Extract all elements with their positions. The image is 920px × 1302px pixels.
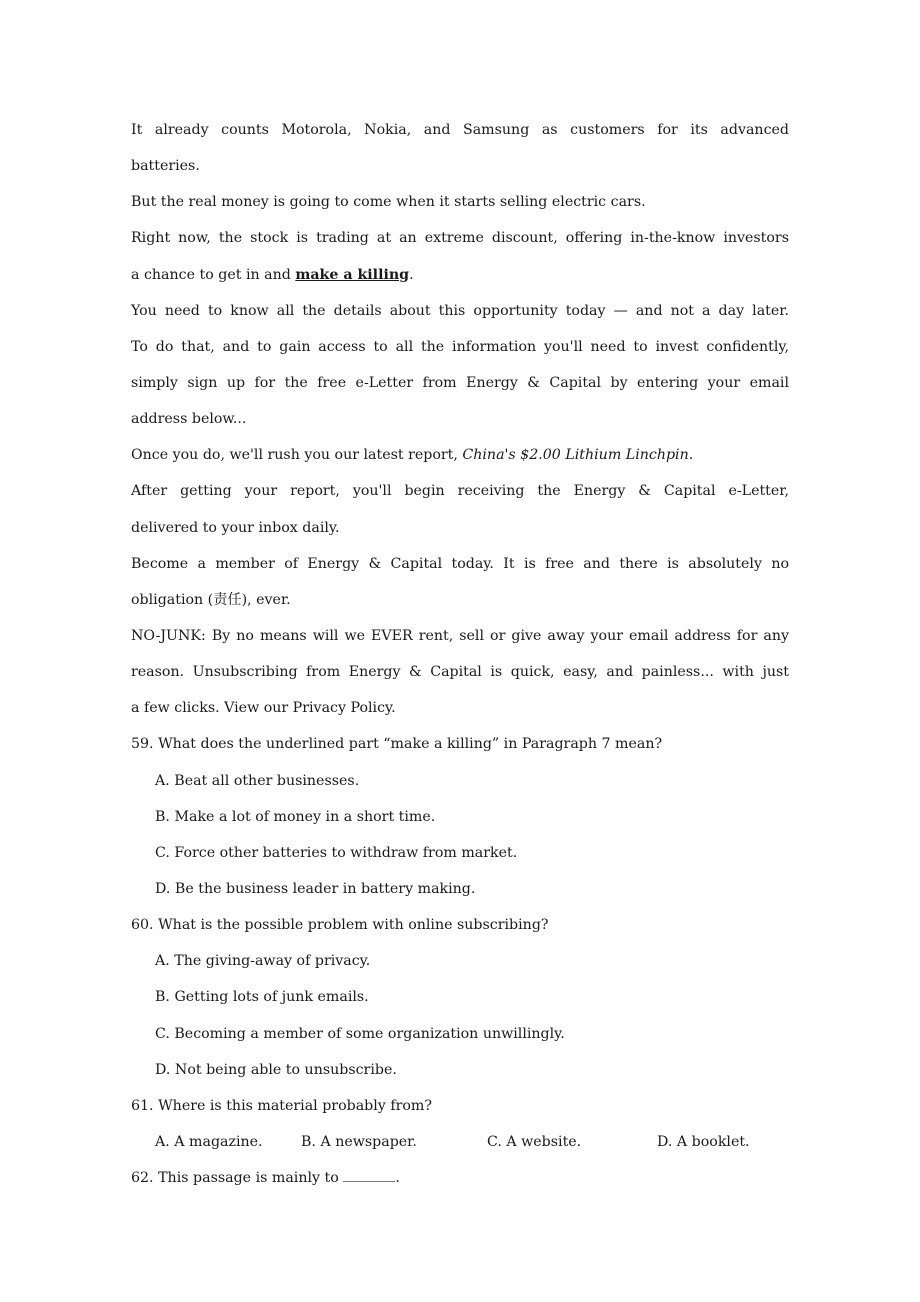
- options-61-row: [131, 1130, 789, 1166]
- option-text: Not being able to unsubscribe.: [174, 1061, 397, 1078]
- passage-line: But the real money is going to come when it starts selling electric cars.: [131, 194, 646, 211]
- option-60-b: [131, 985, 789, 1021]
- question-number: 59.: [131, 736, 154, 753]
- option-text: The giving-away of privacy.: [174, 953, 371, 970]
- option-59-d: [131, 877, 789, 913]
- option-letter: B.: [301, 1133, 316, 1150]
- passage-line: Right now, the stock is trading at an extreme discount, offering in-the-know investors: [131, 230, 789, 247]
- passage-line: NO-JUNK: By no means will we EVER rent, sell or give away your email address for any: [131, 627, 789, 644]
- question-59: [131, 732, 789, 768]
- question-stem: This passage is mainly to: [158, 1170, 339, 1187]
- question-number: 62.: [131, 1170, 154, 1187]
- option-text: Be the business leader in battery making.: [174, 880, 476, 897]
- report-title: China's $2.00 Lithium Linchpin: [462, 447, 689, 464]
- option-60-d: [131, 1058, 789, 1094]
- option-text: Getting lots of junk emails.: [174, 989, 369, 1006]
- document-page: [131, 118, 789, 1202]
- option-letter: B.: [155, 808, 170, 825]
- passage-line: You need to know all the details about this opportunity today — and not a day later.: [131, 302, 789, 319]
- option-letter: D.: [657, 1133, 673, 1150]
- option-text: A magazine.: [174, 1133, 263, 1150]
- passage-line: simply sign up for the free e-Letter from Energy & Capital by entering your email: [131, 374, 789, 391]
- punctuation: .: [409, 266, 414, 283]
- option-60-a: [131, 949, 789, 985]
- passage-text: Once you do, we'll rush you our latest report,: [131, 447, 463, 464]
- option-letter: A.: [155, 953, 170, 970]
- passage-line: Become a member of Energy & Capital today. It is free and there is absolutely no: [131, 555, 789, 572]
- option-letter: D.: [155, 1061, 171, 1078]
- option-text: Becoming a member of some organization unwillingly.: [174, 1025, 565, 1042]
- option-letter: A.: [155, 772, 170, 789]
- option-text: Beat all other businesses.: [174, 772, 360, 789]
- passage-line: obligation (责任), ever.: [131, 591, 291, 608]
- question-number: 61.: [131, 1097, 154, 1114]
- passage-line: reason. Unsubscribing from Energy & Capital is quick, easy, and painless... with just: [131, 664, 789, 681]
- passage-line: To do that, and to gain access to all the information you'll need to invest confidently,: [131, 338, 789, 355]
- option-59-c: [131, 841, 789, 877]
- question-stem: What does the underlined part “make a killing” in Paragraph 7 mean?: [158, 736, 663, 753]
- passage-line: It already counts Motorola, Nokia, and Samsung as customers for its advanced: [131, 122, 789, 138]
- option-61-c: [487, 1130, 657, 1166]
- question-number: 60.: [131, 917, 154, 934]
- option-61-a: [155, 1130, 301, 1166]
- option-letter: D.: [155, 880, 171, 897]
- option-letter: B.: [155, 989, 170, 1006]
- answer-blank: [343, 1167, 395, 1182]
- underlined-phrase: make a killing: [295, 266, 410, 283]
- question-60: [131, 913, 789, 949]
- option-59-a: [131, 769, 789, 805]
- option-text: Make a lot of money in a short time.: [174, 808, 436, 825]
- option-text: Force other batteries to withdraw from market.: [174, 844, 518, 861]
- option-60-c: [131, 1022, 789, 1058]
- question-62: [131, 1166, 789, 1202]
- option-letter: C.: [487, 1133, 502, 1150]
- option-text: A newspaper.: [320, 1133, 417, 1150]
- option-text: A booklet.: [676, 1133, 750, 1150]
- passage-line: [131, 263, 789, 299]
- question-stem: Where is this material probably from?: [158, 1097, 432, 1114]
- punctuation: .: [688, 447, 694, 464]
- option-letter: C.: [155, 844, 170, 861]
- passage-text: a chance to get in and: [131, 266, 296, 283]
- option-text: A website.: [506, 1133, 582, 1150]
- question-stem: What is the possible problem with online subscribing?: [158, 917, 549, 934]
- passage-line: [131, 443, 789, 479]
- passage-line: address below...: [131, 411, 247, 428]
- passage-line: batteries.: [131, 158, 200, 175]
- option-letter: C.: [155, 1025, 170, 1042]
- punctuation: .: [395, 1170, 400, 1187]
- passage-line: a few clicks. View our Privacy Policy.: [131, 700, 396, 717]
- option-61-b: [301, 1130, 487, 1166]
- option-59-b: [131, 805, 789, 841]
- option-letter: A.: [155, 1133, 170, 1150]
- passage-line: delivered to your inbox daily.: [131, 519, 340, 536]
- question-61: [131, 1094, 789, 1130]
- passage-line: After getting your report, you'll begin receiving the Energy & Capital e-Letter,: [131, 483, 789, 500]
- option-61-d: [657, 1130, 750, 1166]
